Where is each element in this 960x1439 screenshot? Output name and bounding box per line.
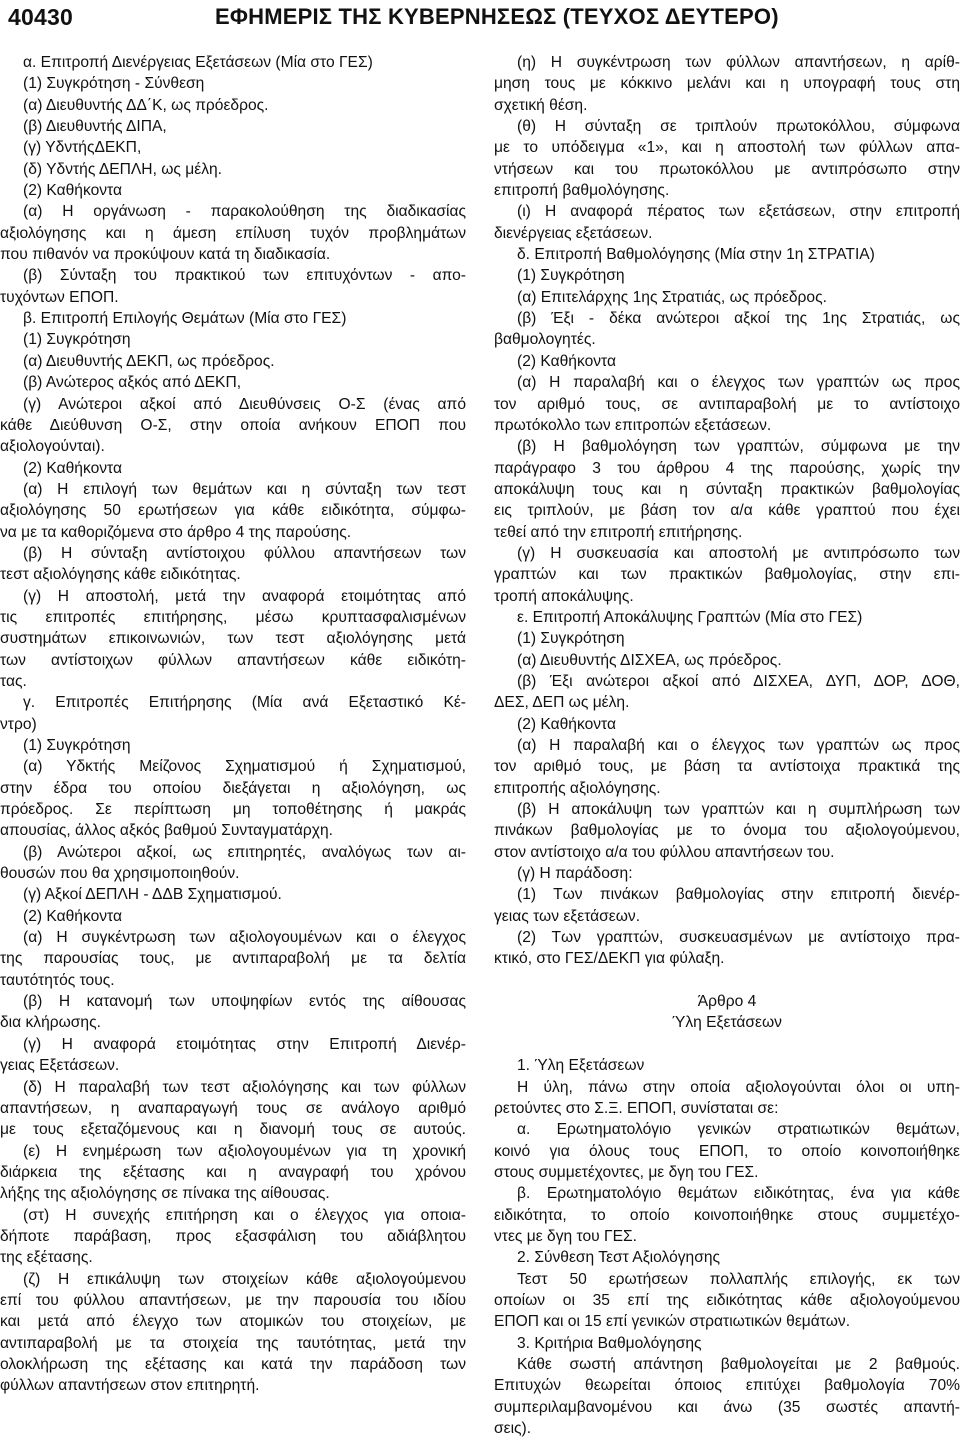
- text-line: εις τριπλούν, με βάση τον α/α κάθε γραπτού που έχει: [494, 502, 960, 520]
- text-line: αποκάλυψη τους και η σύνταξη πρακτικών βαθμολογίας: [494, 480, 960, 498]
- text-line: ε. Επιτροπή Αποκάλυψης Γραπτών (Μία στο ΓΕΣ): [517, 608, 863, 626]
- text-line: (2) Των γραπτών, συσκευασμένων με αντίστοιχο πρα-: [517, 929, 960, 947]
- text-line: αξιολόγησης 50 ερωτήσεων για κάθε ειδικότητα, σύμφω-: [0, 502, 466, 520]
- text-line: (ζ) Η επικάλυψη των στοιχείων κάθε αξιολογούμενου: [23, 1270, 466, 1288]
- text-line: της παρουσίας τους, με αντιπαραβολή με τα δελτία: [0, 950, 466, 968]
- text-line: (1) Συγκρότηση: [517, 630, 625, 648]
- text-line: (2) Καθήκοντα: [23, 182, 122, 200]
- text-line: οποίων οι 35 επί της ειδικότητας κάθε αξιολογούμενου: [494, 1291, 960, 1309]
- text-line: (η) Η συγκέντρωση των φύλλων απαντήσεων, η αρίθ-: [517, 54, 960, 71]
- text-line: επιτροπή βαθμολόγησης.: [494, 182, 670, 200]
- text-line: Κάθε σωστή απάντηση βαθμολογείται με 2 βαθμούς.: [517, 1355, 960, 1373]
- text-line: (δ) Υδντής ΔΕΠΛΗ, ως μέλη.: [23, 160, 222, 178]
- text-line: λήξης της αξιολόγησης σε πίνακα της αίθουσας.: [0, 1185, 330, 1203]
- text-line: πινάκων βαθμολογίας με το όνομα του αξιολογούμενου,: [494, 822, 960, 840]
- text-line: (γ) Η αναφορά ετοιμότητας στην Επιτροπή Διενέρ-: [23, 1035, 466, 1053]
- text-line: ΕΠΟΠ και οι 15 επί γενικών στρατιωτικών θεμάτων.: [494, 1313, 851, 1331]
- text-line: συμπεριλαμβανομένου και άνω (35 σωστές απαντή-: [494, 1398, 960, 1416]
- text-line: (2) Καθήκοντα: [23, 459, 122, 477]
- text-line: (στ) Η συνεχής επιτήρηση και ο έλεγχος για οποια-: [23, 1206, 466, 1224]
- text-line: (α) Διευθυντής ΔΕΚΠ, ως πρόεδρος.: [23, 352, 275, 370]
- text-line: των αντίστοιχων φύλλων απαντήσεων κάθε ειδικότη-: [0, 651, 466, 669]
- text-line: συστημάτων επικοινωνιών, των τεστ αξιολόγησης μετά: [0, 630, 466, 648]
- text-line: δια κλήρωσης.: [0, 1014, 101, 1032]
- text-line: επί του φύλλου απαντήσεων, με την παρουσία του ιδίου: [0, 1291, 466, 1309]
- text-line: (β) Σύνταξη του πρακτικού των επιτυχόντων - απο-: [23, 267, 466, 285]
- text-line: τεθεί από την επιτροπή επιτήρησης.: [494, 523, 743, 541]
- text-line: (γ) Αξκοί ΔΕΠΛΗ - ΔΔΒ Σχηματισμού.: [23, 886, 282, 904]
- text-line: αντιπαραβολή με τα στοιχεία της ταυτότητας, μετά την: [0, 1334, 466, 1352]
- text-line: (α) Η επιλογή των θεμάτων και η σύνταξη των τεστ: [23, 480, 466, 498]
- text-line: κτικό, στο ΓΕΣ/ΔΕΚΠ για φύλαξη.: [494, 950, 725, 968]
- text-line: παράγραφο 3 του άρθρου 4 της παρούσης, χωρίς την: [494, 459, 960, 477]
- text-line: που πιθανόν να προκύψουν κατά τη διαδικασία.: [0, 246, 331, 264]
- page-header: [0, 0, 960, 36]
- text-line: (α) Διευθυντής ΔΔ΄Κ, ως πρόεδρος.: [23, 96, 269, 114]
- text-line: στον αντίστοιχο α/α του φύλλου απαντήσεων του.: [494, 843, 835, 861]
- text-line: φύλλων απαντήσεων στον επιτηρητή.: [0, 1377, 260, 1395]
- text-line: τις επιτροπές επιτήρησης, μέσω κρυπτασφαλισμένων: [0, 608, 466, 626]
- text-line: με τους εξεταζόμενους και η διανομή τους σε αυτούς.: [0, 1121, 466, 1139]
- text-line: (ι) Η αναφορά πέρατος των εξετάσεων, στην επιτροπή: [517, 203, 960, 221]
- text-line: κοινό για όλους τους ΕΠΟΠ, το οποίο κοινοποιήθηκε: [494, 1142, 960, 1160]
- text-line: απαντήσεων, η αναπαραγωγή τους σε ανάλογο αριθμό: [0, 1099, 466, 1117]
- text-line: γ. Επιτροπές Επιτήρησης (Μία ανά Εξεταστικό Κέ-: [23, 694, 466, 712]
- text-line: (γ) Η συσκευασία και αποστολή με αντιπρόσωπο των: [517, 544, 960, 562]
- article-heading-line: Ύλη Εξετάσεων: [672, 1014, 782, 1032]
- text-line: να με τα καθοριζόμενα στο άρθρο 4 της παρούσης.: [0, 523, 352, 541]
- text-line: 1. Ύλη Εξετάσεων: [517, 1057, 645, 1075]
- text-line: α. Επιτροπή Διενέργειας Εξετάσεων (Μία στο ΓΕΣ): [23, 54, 373, 71]
- text-line: πρωτόκολλο των επιτροπών εξετάσεων.: [494, 416, 772, 434]
- text-line: στην έδρα του οποίου διεξάγεται η αξιολόγηση, ως: [0, 779, 466, 797]
- text-line: διενέργειας εξετάσεων.: [494, 224, 653, 242]
- text-line: γειας Εξετάσεων.: [0, 1057, 120, 1075]
- text-line: (α) Η παραλαβή και ο έλεγχος των γραπτών ως προς: [517, 374, 960, 392]
- text-line: (β) Η σύνταξη αντίστοιχου φύλλου απαντήσεων των: [23, 544, 466, 562]
- text-line: (1) Συγκρότηση: [517, 267, 625, 285]
- text-line: (2) Καθήκοντα: [23, 907, 122, 925]
- text-line: (β) Η κατανομή των υποψηφίων εντός της αίθουσας: [23, 993, 466, 1011]
- page-number: 40430: [8, 4, 73, 30]
- text-line: (θ) Η σύνταξη σε τριπλούν πρωτοκόλλου, σύμφωνα: [517, 118, 960, 136]
- text-line: (1) Των πινάκων βαθμολογίας στην επιτροπή διενέρ-: [517, 886, 960, 904]
- text-line: τον αριθμό τους, με βάση τα αντίστοιχα πρακτικά της: [494, 758, 960, 776]
- text-line: διάρκεια της εξέτασης και η αναγραφή του χρόνου: [0, 1163, 466, 1181]
- text-line: ολοκλήρωση της εξέτασης και κατά την παράδοση των: [0, 1355, 466, 1373]
- text-line: 2. Σύνθεση Τεστ Αξιολόγησης: [517, 1249, 721, 1267]
- text-line: (β) Έξι ανώτεροι αξκοί από ΔΙΣΧΕΑ, ΔΥΠ, ΔΟΡ, ΔΟΘ,: [517, 672, 960, 690]
- text-line: πρόεδρος. Σε περίπτωση μη τοποθέτησης ή μακράς: [0, 801, 466, 819]
- text-line: δήποτε παράβαση, προς εξασφάλιση του αδιάβλητου: [0, 1227, 466, 1245]
- text-line: (β) Ανώτεροι αξκοί, ως επιτηρητές, αναλόγως των αι-: [23, 843, 466, 861]
- text-line: α. Ερωτηματολόγιο γενικών στρατιωτικών θεμάτων,: [517, 1121, 960, 1139]
- text-line: (α) Η παραλαβή και ο έλεγχος των γραπτών ως προς: [517, 737, 960, 754]
- text-line: ντες με δγη του ΓΕΣ.: [494, 1227, 637, 1245]
- text-line: σεις).: [494, 1420, 532, 1437]
- text-line: μηση τους με κόκκινο μελάνι και η υπογραφή τους στη: [494, 75, 960, 93]
- left-text-column: [0, 52, 466, 1397]
- text-line: στους συμμετέχοντες, με δγη του ΓΕΣ.: [494, 1163, 759, 1181]
- text-line: (β) Έξι - δέκα ανώτεροι αξκοί της 1ης Στρατιάς, ως: [517, 310, 960, 328]
- text-line: απουσίας, άλλος αξκός βαθμού Συνταγματάρχη.: [0, 822, 333, 840]
- text-line: με το υπόδειγμα «1», και η αποστολή των φύλλων απα-: [494, 139, 960, 157]
- text-line: β. Επιτροπή Επιλογής Θεμάτων (Μία στο ΓΕΣ): [23, 310, 347, 328]
- text-line: (γ) Η παράδοση:: [517, 865, 633, 883]
- text-line: (δ) Η παραλαβή των τεστ αξιολόγησης και των φύλλων: [23, 1078, 466, 1096]
- text-line: ρετούντες στο Σ.Ξ. ΕΠΟΠ, συνίσταται σε:: [494, 1099, 779, 1117]
- text-line: (2) Καθήκοντα: [517, 715, 616, 733]
- text-line: της εξέτασης.: [0, 1249, 93, 1267]
- text-line: ταυτότητός τους.: [0, 971, 115, 989]
- text-line: (α) Επιτελάρχης 1ης Στρατιάς, ως πρόεδρος.: [517, 288, 827, 306]
- gazette-title: ΕΦΗΜΕΡΙΣ ΤΗΣ ΚΥΒΕΡΝΗΣΕΩΣ (ΤΕΥΧΟΣ ΔΕΥΤΕΡΟ): [215, 4, 779, 29]
- text-line: ντήσεων και του πρωτοκόλλου με αντιπρόσωπο στην: [494, 160, 960, 178]
- text-line: [494, 970, 960, 991]
- text-line: κάθε Διεύθυνση Ο-Σ, στην οποία ανήκουν ΕΠΟΠ που: [0, 416, 466, 434]
- text-line: τας.: [0, 672, 27, 690]
- text-line: (γ) ΥδντήςΔΕΚΠ,: [23, 139, 142, 157]
- text-line: και μετά από έλεγχο των ατομικών του στοιχείων, με: [0, 1313, 466, 1331]
- text-line: αξιολογούνται).: [0, 438, 105, 456]
- article-heading-line: Άρθρο 4: [697, 993, 757, 1011]
- text-line: τυχόντων ΕΠΟΠ.: [0, 288, 119, 306]
- text-line: τροπή αποκάλυψης.: [494, 587, 634, 605]
- text-line: (β) Η βαθμολόγηση των γραπτών, σύμφωνα με την: [517, 438, 960, 456]
- text-line: γειας των εξετάσεων.: [494, 907, 641, 925]
- text-line: σχετική θέση.: [494, 96, 588, 114]
- text-line: β. Ερωτηματολόγιο θεμάτων ειδικότητας, ένα για κάθε: [517, 1185, 960, 1203]
- right-text-column: [494, 52, 960, 1439]
- text-line: τεστ αξιολόγησης κάθε ειδικότητας.: [0, 566, 241, 584]
- text-line: (ε) Η ενημέρωση των αξιολογουμένων για τη χρονική: [23, 1142, 466, 1160]
- text-line: βαθμολογητές.: [494, 331, 596, 349]
- text-line: (1) Συγκρότηση: [23, 331, 131, 349]
- text-line: (α) Η συγκέντρωση των αξιολογουμένων και ο έλεγχος: [23, 929, 466, 947]
- text-line: Η ύλη, πάνω στην οποία αξιολογούνται όλοι οι υπη-: [517, 1078, 960, 1096]
- text-line: ειδικότητα, το οποίο κοινοποιήθηκε στους συμμετέχο-: [494, 1206, 960, 1224]
- text-line: (α) Διευθυντής ΔΙΣΧΕΑ, ως πρόεδρος.: [517, 651, 782, 669]
- text-line: 3. Κριτήρια Βαθμολόγησης: [517, 1334, 702, 1352]
- text-line: δ. Επιτροπή Βαθμολόγησης (Μία στην 1η ΣΤΡΑΤΙΑ): [517, 246, 875, 264]
- text-line: Τεστ 50 ερωτήσεων πολλαπλής επιλογής, εκ των: [517, 1270, 960, 1288]
- text-line: (1) Συγκρότηση - Σύνθεση: [23, 75, 205, 93]
- text-line: (1) Συγκρότηση: [23, 737, 131, 754]
- text-line: (γ) Η αποστολή, μετά την αναφορά ετοιμότητας από: [23, 587, 466, 605]
- text-line: [494, 1034, 960, 1055]
- text-line: αξιολόγησης και η άμεση επίλυση τυχόν προβλημάτων: [0, 224, 466, 242]
- text-line: ΔΕΣ, ΔΕΠ ως μέλη.: [494, 694, 630, 712]
- text-line: (β) Ανώτερος αξκός από ΔΕΚΠ,: [23, 374, 242, 392]
- text-line: (2) Καθήκοντα: [517, 352, 616, 370]
- text-line: τον αριθμό τους, σε αντιπαραβολή με το αντίστοιχο: [494, 395, 960, 413]
- text-line: (β) Διευθυντής ΔΙΠΑ,: [23, 118, 167, 136]
- text-line: (γ) Ανώτεροι αξκοί από Διευθύνσεις Ο-Σ (ένας από: [23, 395, 466, 413]
- text-line: θουσών που θα χρησιμοποιηθούν.: [0, 865, 240, 883]
- text-line: Επιτυχών θεωρείται όποιος επιτύχει βαθμολογία 70%: [494, 1377, 960, 1395]
- text-line: (α) Η οργάνωση - παρακολούθηση της διαδικασίας: [23, 203, 466, 221]
- text-line: (α) Υδκτής Μείζονος Σχηματισμού ή Σχηματισμού,: [23, 758, 466, 776]
- text-line: (β) Η αποκάλυψη των γραπτών και η συμπλήρωση των: [517, 801, 960, 819]
- text-line: γραπτών και των πρακτικών βαθμολογίας, στην επι-: [494, 566, 960, 584]
- text-line: επιτροπής αξιολόγησης.: [494, 779, 661, 797]
- text-line: ντρο): [0, 715, 37, 733]
